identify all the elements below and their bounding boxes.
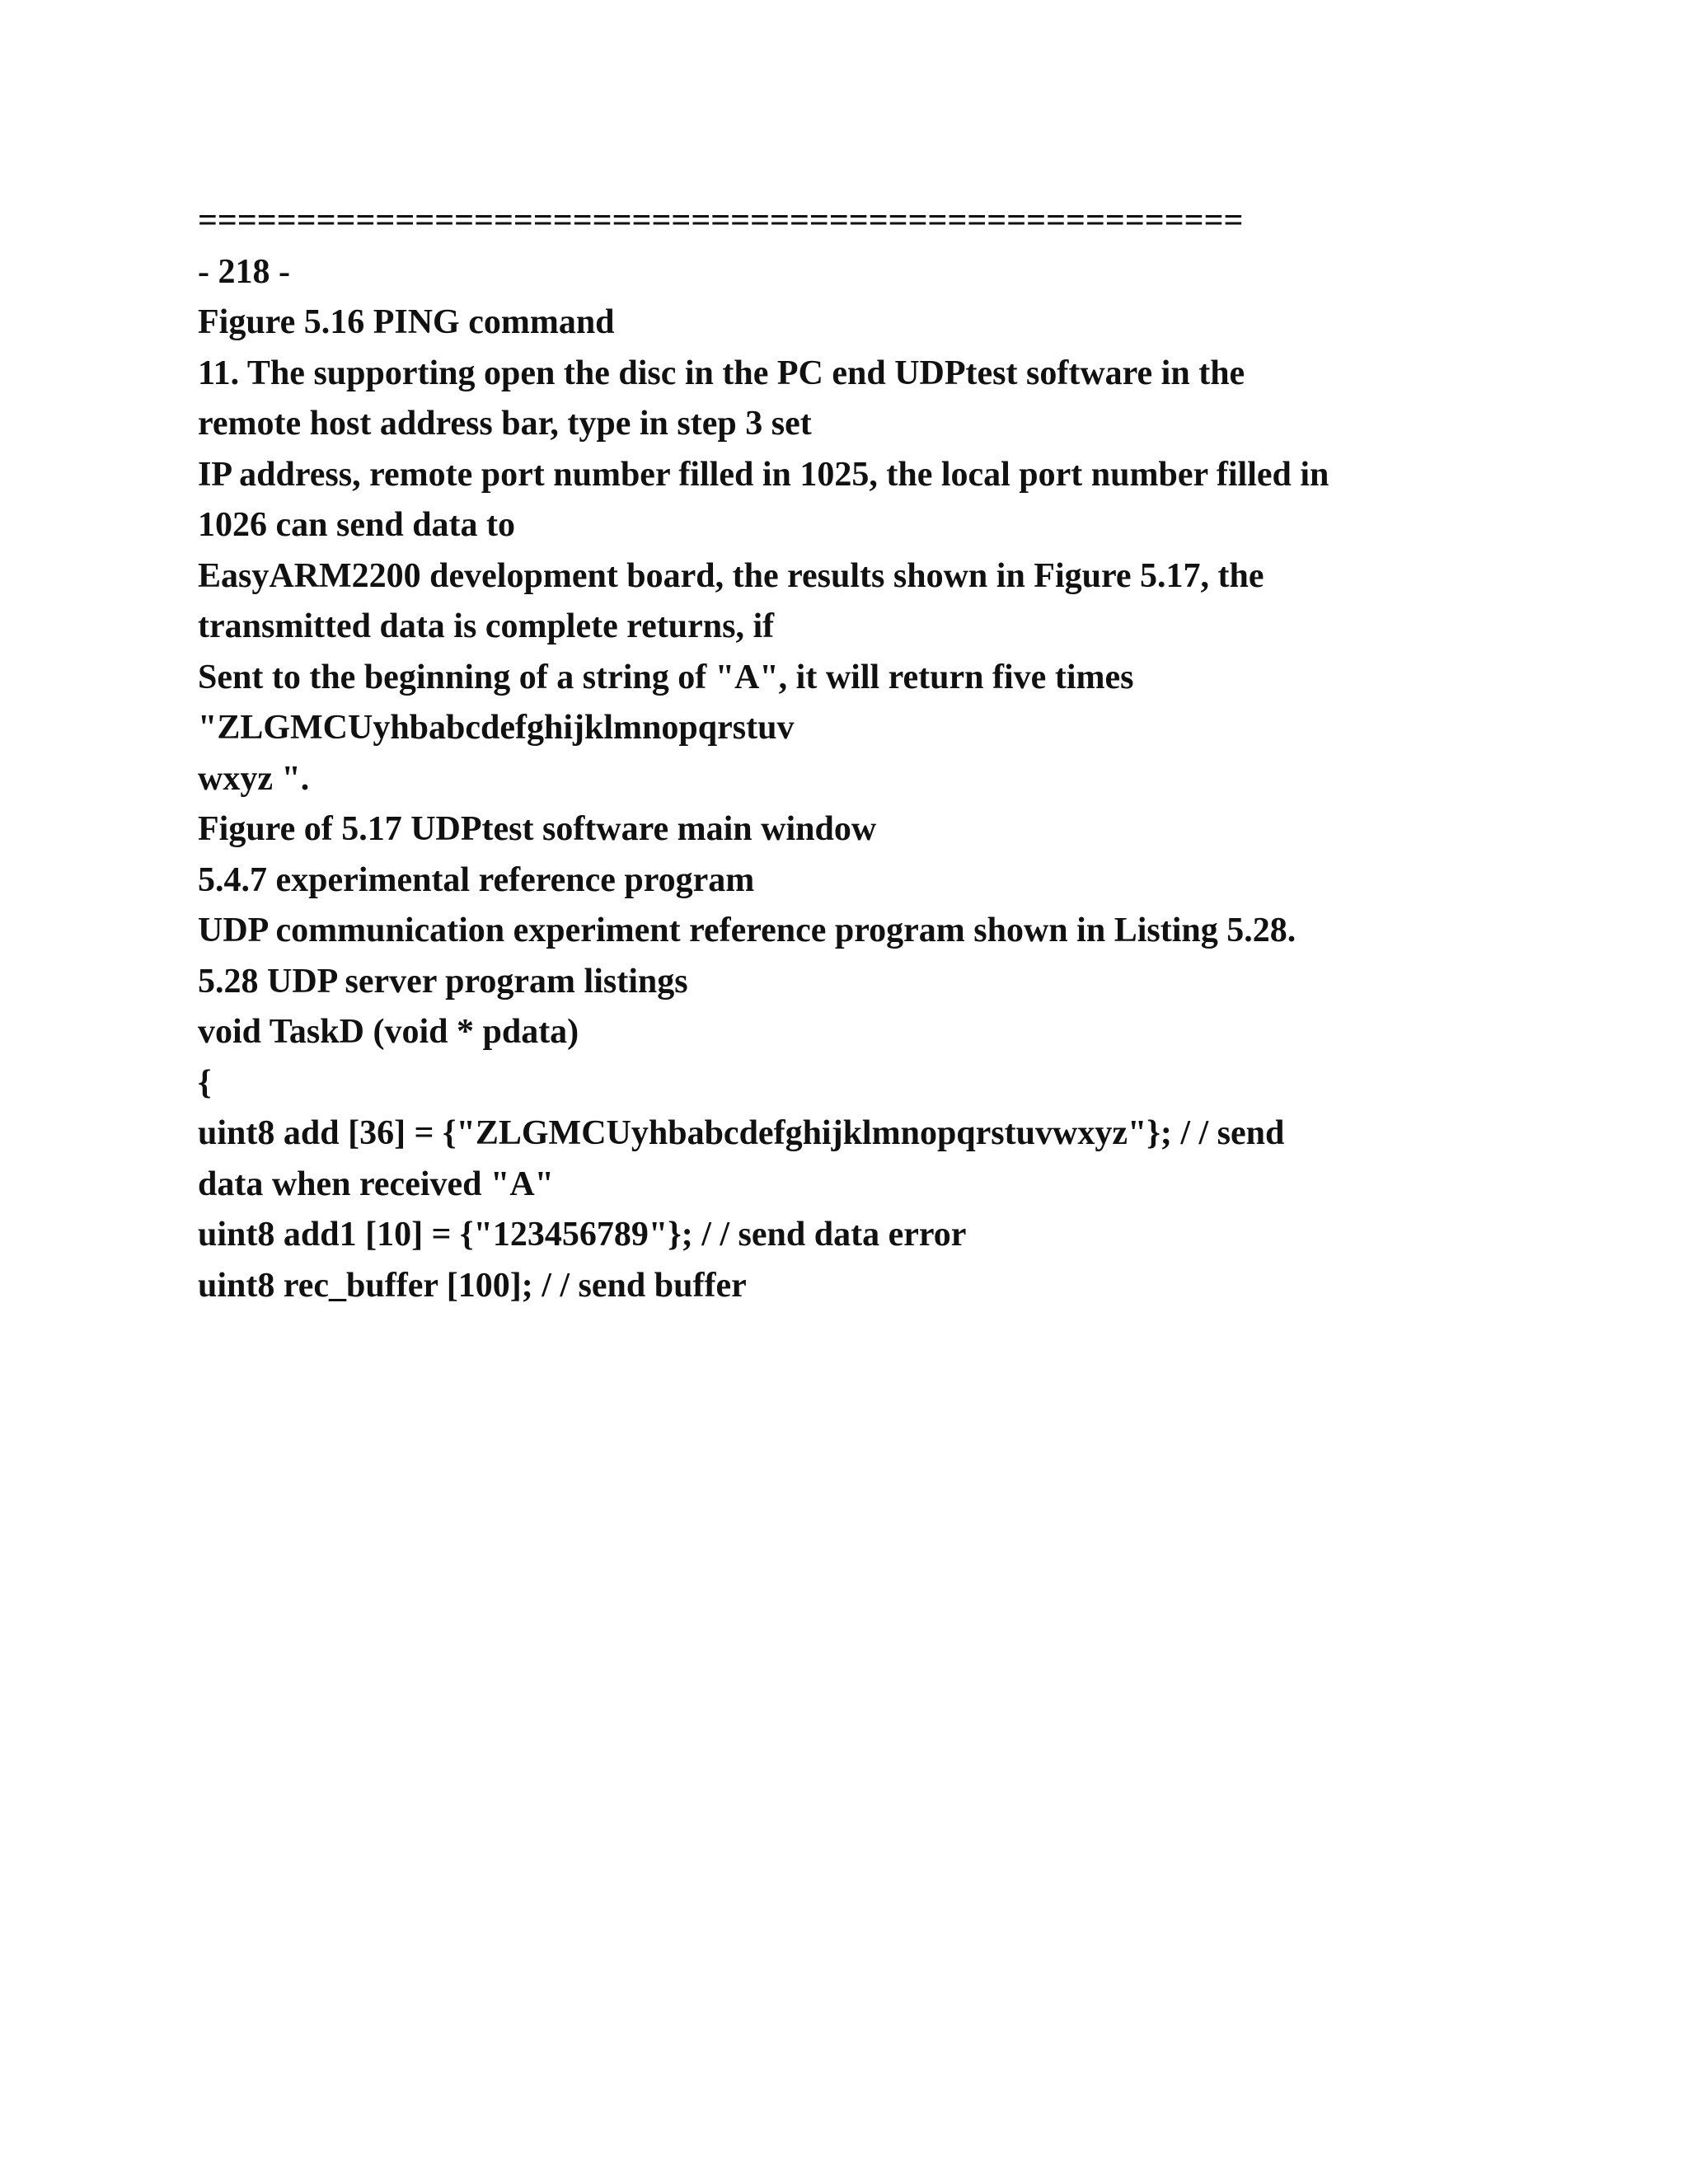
text-line: transmitted data is complete returns, if [198, 607, 775, 645]
code-line: { [198, 1063, 212, 1102]
figure-caption-5-17: Figure of 5.17 UDPtest software main window [198, 810, 877, 848]
text-line: EasyARM2200 development board, the results shown in Figure 5.17, the [198, 556, 1264, 595]
text-line: wxyz ". [198, 759, 310, 798]
text-line: 11. The supporting open the disc in the PC end UDPtest software in the [198, 354, 1245, 392]
page-number: - 218 - [198, 252, 290, 291]
text-line: Sent to the beginning of a string of "A", it will return five times [198, 658, 1134, 696]
text-line: IP address, remote port number filled in 1025, the local port number filled in [198, 455, 1329, 494]
section-heading: 5.4.7 experimental reference program [198, 860, 755, 899]
figure-caption-5-16: Figure 5.16 PING command [198, 303, 615, 341]
separator-line: ===================================================== [198, 202, 1244, 240]
code-line: uint8 rec_buffer [100]; / / send buffer [198, 1266, 747, 1305]
listing-title: 5.28 UDP server program listings [198, 962, 688, 1001]
text-line: 1026 can send data to [198, 506, 516, 544]
code-line: data when received "A" [198, 1165, 554, 1203]
code-line: uint8 add [36] = {"ZLGMCUyhbabcdefghijklmnopqrstuvwxyz"}; / / send [198, 1114, 1285, 1152]
text-line: remote host address bar, type in step 3 set [198, 405, 812, 443]
code-line: void TaskD (void * pdata) [198, 1013, 579, 1051]
code-line: uint8 add1 [10] = {"123456789"}; / / send data error [198, 1216, 967, 1254]
text-line: "ZLGMCUyhbabcdefghijklmnopqrstuv [198, 709, 795, 747]
document-page [198, 196, 1484, 1311]
text-line: UDP communication experiment reference program shown in Listing 5.28. [198, 912, 1296, 949]
